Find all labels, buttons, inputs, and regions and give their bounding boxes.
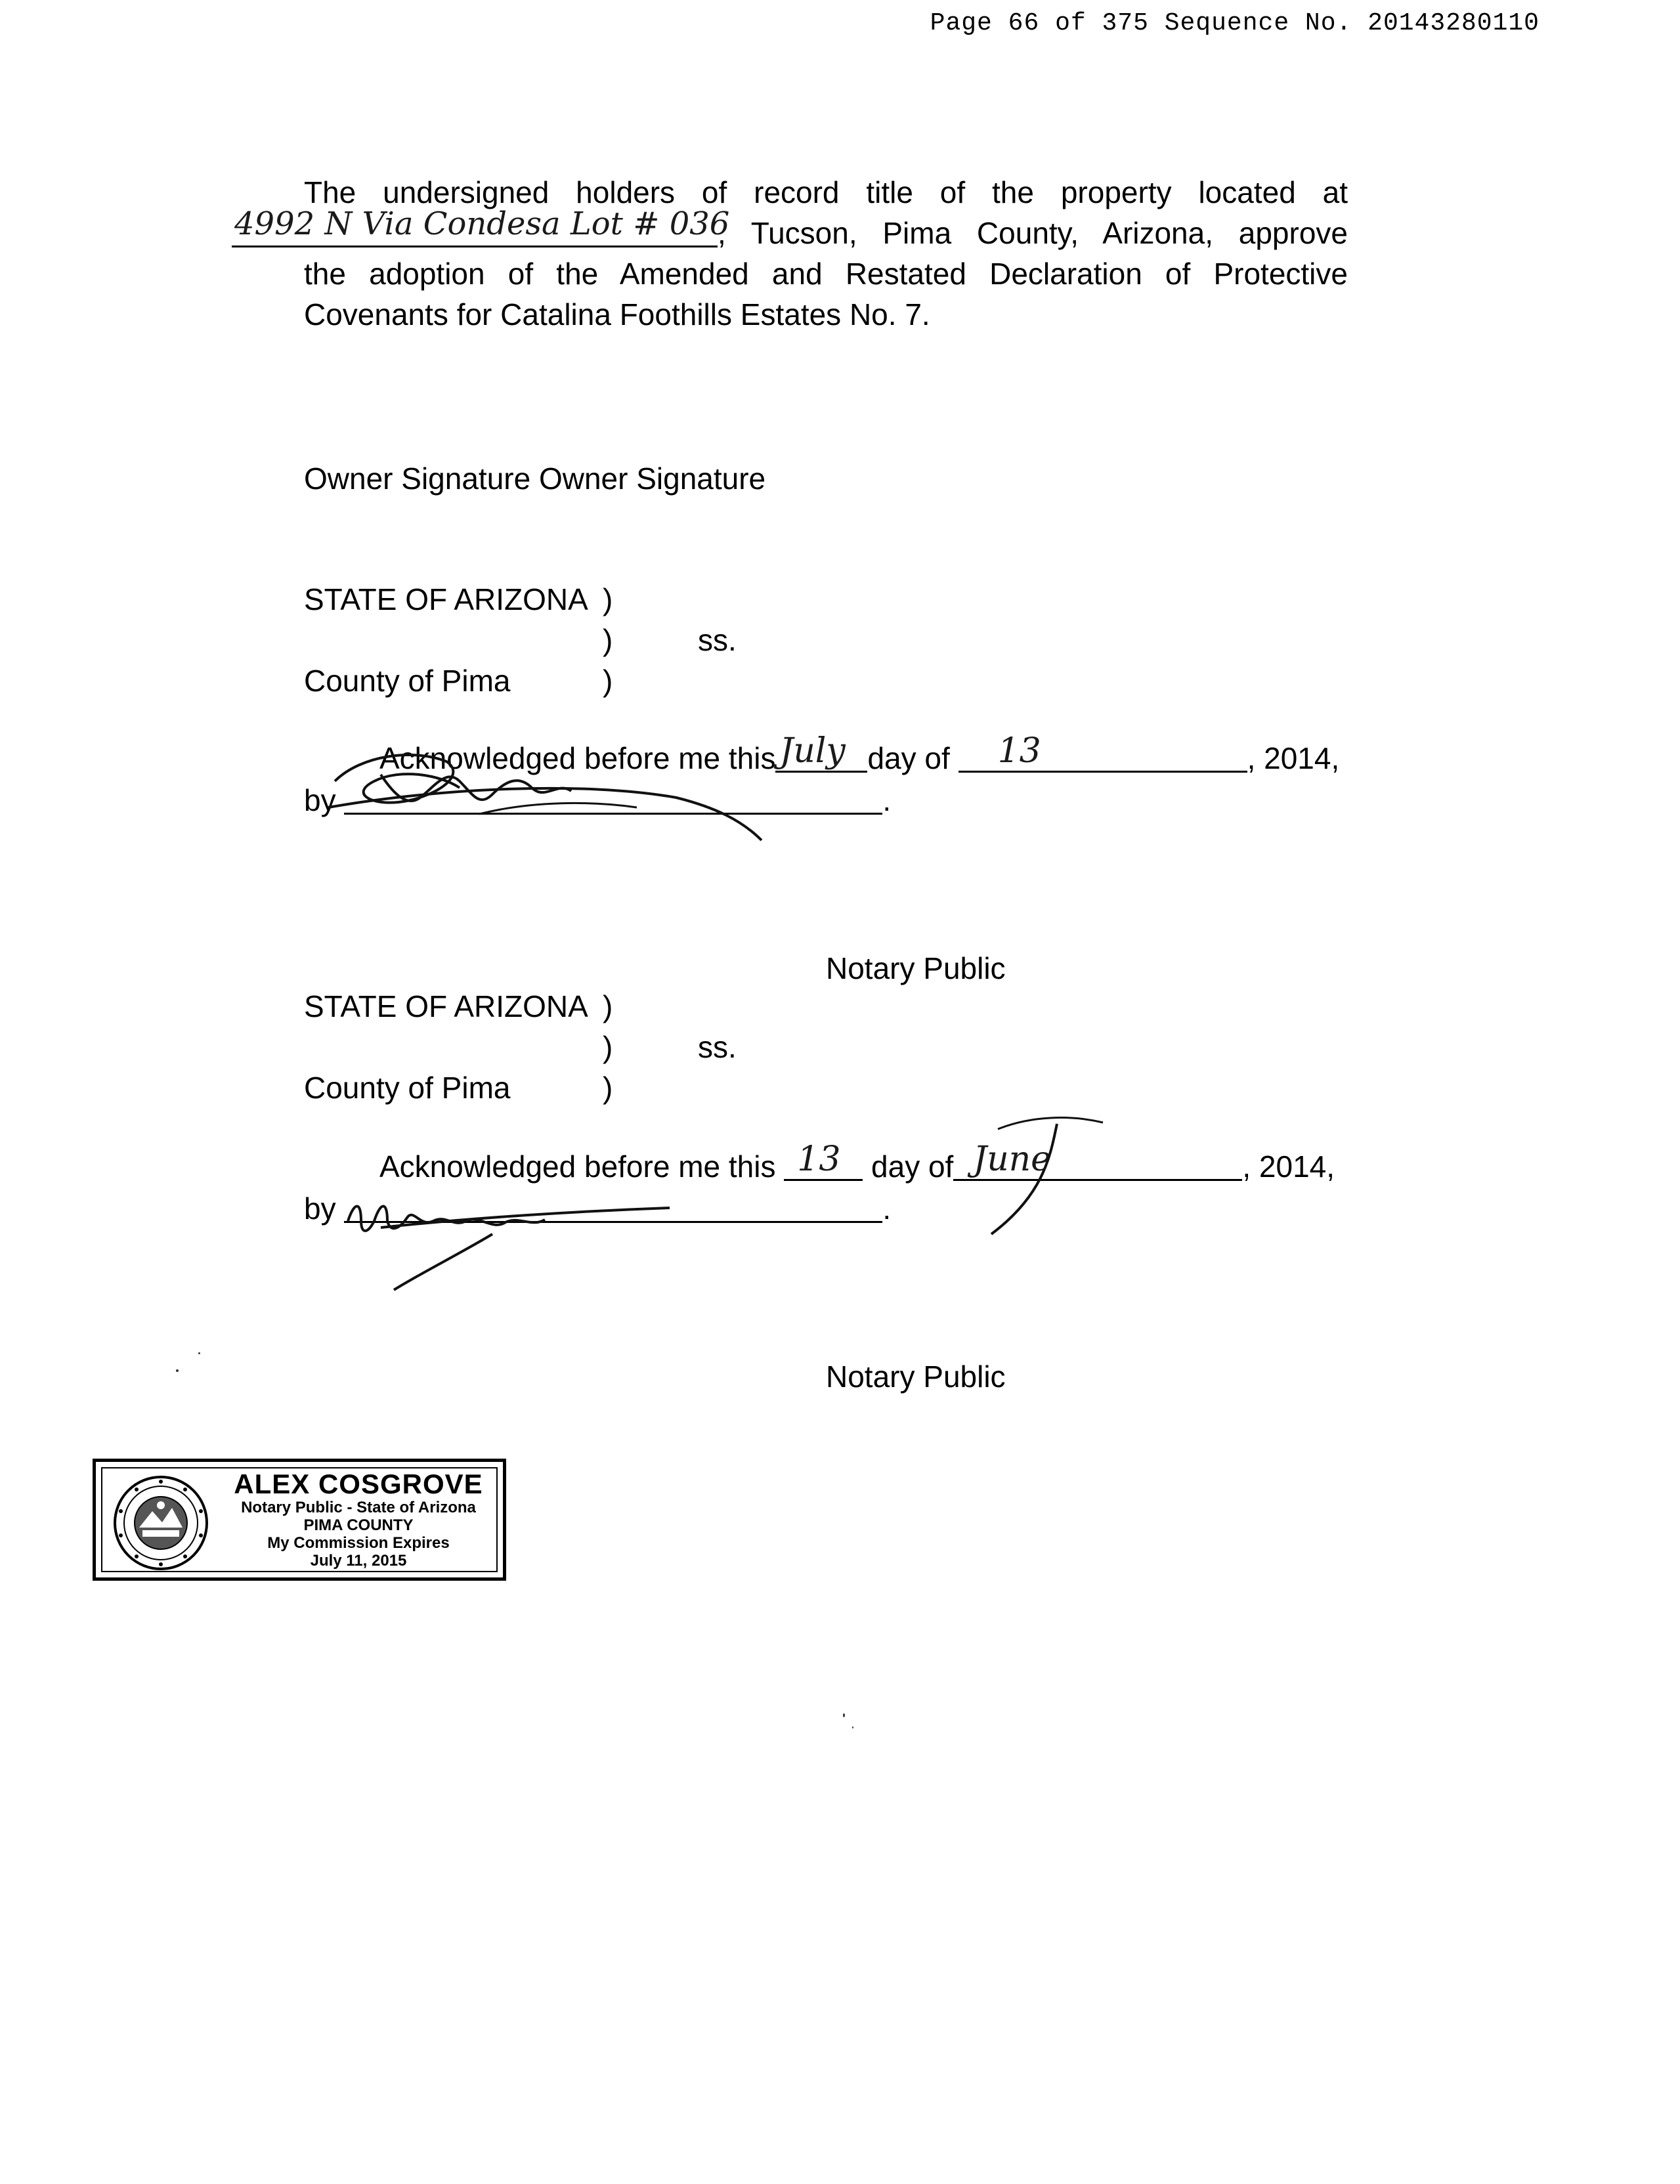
venue-2-state: STATE OF ARIZONA: [304, 989, 588, 1023]
ack-2-period: .: [882, 1191, 892, 1226]
ack-2-day-blank: [784, 1140, 863, 1181]
intro-line-4: Covenants for Catalina Foothills Estates No. 7.: [304, 297, 930, 332]
ack-2-prefix: Acknowledged before me this: [379, 1149, 776, 1184]
ack-2-month-handwritten: June: [973, 1140, 1051, 1179]
ack-2-by: by: [304, 1191, 336, 1226]
venue-1-ss: ss.: [698, 623, 737, 657]
intro-line-1: The undersigned holders of record title of the property located at: [304, 175, 1348, 209]
stamp-line-3: My Commission Expires: [267, 1534, 450, 1552]
stamp-line-1: Notary Public - State of Arizona: [241, 1499, 476, 1516]
venue-2-paren-3: ): [603, 1071, 613, 1105]
scan-speck: [843, 1713, 845, 1717]
month-flourish-2: [978, 1109, 1123, 1241]
ack-1-suffix: , 2014,: [1247, 741, 1340, 775]
intro-line-2: [232, 205, 1348, 253]
state-seal-icon: [113, 1475, 209, 1571]
scan-speck: [176, 1369, 179, 1372]
stamp-notary-name: ALEX COSGROVE: [234, 1468, 483, 1499]
intro-line-2-text: , Tucson, Pima County, Arizona, approve: [718, 216, 1348, 250]
venue-2-ss: ss.: [698, 1030, 737, 1064]
signature-2: [341, 1182, 735, 1300]
ack-1-month-blank: [958, 731, 1247, 773]
stamp-line-2: PIMA COUNTY: [303, 1516, 414, 1534]
venue-2-county: County of Pima: [304, 1071, 511, 1105]
venue-1-paren-1: ): [603, 582, 613, 616]
ack-2-mid: day of: [871, 1149, 954, 1184]
notary-stamp: [93, 1459, 506, 1581]
ack-1-by: by: [304, 783, 336, 817]
ack-1-mid: day of: [867, 741, 950, 775]
intro-line-3: the adoption of the Amended and Restated Declaration of Protective: [304, 257, 1348, 291]
venue-2-paren-1: ): [603, 989, 613, 1023]
signature-1: [309, 735, 834, 860]
notary-public-label-2: Notary Public: [826, 1360, 1006, 1394]
stamp-line-4: July 11, 2015: [310, 1552, 407, 1570]
venue-1-state: STATE OF ARIZONA: [304, 582, 588, 616]
handwritten-address: 4992 N Via Condesa Lot # 036: [234, 205, 730, 242]
scan-speck: [852, 1726, 853, 1728]
ack-2-day-handwritten: 13: [797, 1140, 841, 1179]
ack-1-month-handwritten: 13: [997, 731, 1041, 771]
scan-speck: [198, 1352, 200, 1354]
intro-paragraph: [234, 172, 1348, 335]
ack-2-suffix: , 2014,: [1242, 1149, 1335, 1184]
stamp-text: [221, 1470, 496, 1570]
venue-1-county: County of Pima: [304, 664, 511, 698]
page-header: Page 66 of 375 Sequence No. 20143280110: [930, 9, 1540, 37]
notary-public-label-1: Notary Public: [826, 951, 1006, 985]
owner-signature-label: Owner Signature Owner Signature: [304, 461, 766, 496]
venue-2-paren-2: ): [603, 1030, 613, 1064]
venue-1-paren-2: ): [603, 623, 613, 657]
address-blank: [232, 205, 730, 247]
ack-1-period: .: [882, 783, 892, 817]
ack-1-day-handwritten: July: [779, 731, 846, 771]
ack-1-prefix: Acknowledged before me this: [379, 741, 776, 775]
venue-1-paren-3: ): [603, 664, 613, 698]
